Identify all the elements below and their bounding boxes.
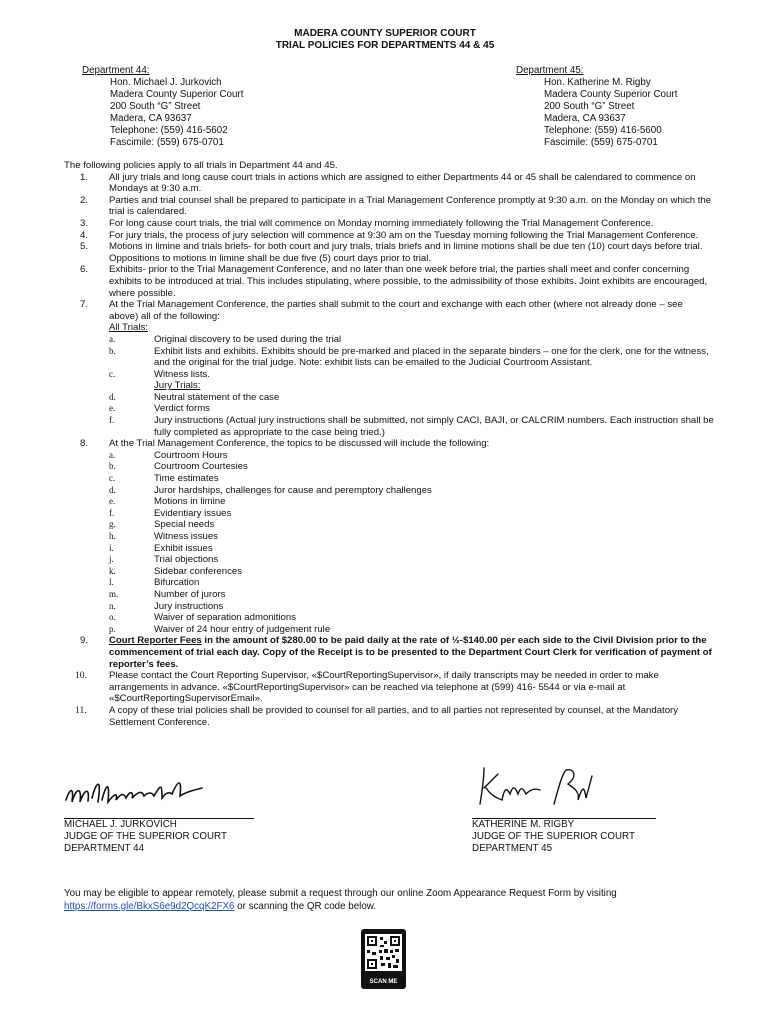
- policy-item: [64, 195, 714, 218]
- sub-letter: j.: [109, 554, 114, 565]
- sub-text: Jury instructions (Actual jury instructions shall be submitted, not simply CACI, BAJI, or CALCRIM numbers. Each instruction shall be fully completed as appropriate to the case being tried.): [154, 415, 714, 438]
- sub-text: Time estimates: [154, 473, 219, 485]
- dept45-line: Hon. Katherine M. Rigby: [544, 77, 651, 88]
- policy-item: [64, 172, 714, 195]
- jury-trials-heading: Jury Trials:: [154, 380, 201, 392]
- sub-letter: e.: [109, 403, 116, 414]
- sub-item: [64, 346, 714, 369]
- dept44-line: 200 South “G” Street: [110, 101, 201, 112]
- sub-text: Waiver of 24 hour entry of judgement rule: [154, 623, 331, 635]
- judge-name: KATHERINE M. RIGBY: [472, 819, 575, 830]
- policy-text: A copy of these trial policies shall be provided to counsel for all parties, and to all parties not represented by counsel, at the Mandatory Settlement Conference.: [109, 704, 679, 728]
- policies-body: [64, 160, 714, 728]
- sub-item: [64, 392, 714, 404]
- sub-text: Exhibit issues: [154, 542, 213, 554]
- policy-item: [64, 264, 714, 299]
- sub-item: [64, 496, 714, 508]
- sub-item: [64, 612, 714, 624]
- policy-item: [64, 218, 714, 230]
- policy-text: For long cause court trials, the trial will commence on Monday morning immediately following the Trial Management Conference.: [109, 217, 654, 229]
- signature-jurkovich: [62, 770, 222, 818]
- qr-scan-label: SCAN ME: [369, 979, 398, 985]
- sub-letter: f.: [109, 415, 115, 426]
- policy-text: At the Trial Management Conference, the topics to be discussed will include the following:: [109, 438, 490, 450]
- all-trials-heading: All Trials:: [109, 322, 148, 334]
- sub-letter: b.: [109, 345, 116, 356]
- sub-text: Trial objections: [154, 554, 219, 566]
- sub-letter: b.: [109, 461, 116, 472]
- sub-text: Juror hardships, challenges for cause and peremptory challenges: [154, 484, 432, 496]
- sub-text: Courtroom Hours: [154, 449, 228, 461]
- policy-text: All jury trials and long cause court trials in actions which are assigned to either Departments 44 or 45 shall be calendared to commence on Mondays at 9:30 a.m.: [109, 171, 696, 195]
- sub-letter: d.: [109, 391, 116, 402]
- dept45-line: Madera County Superior Court: [544, 89, 678, 100]
- policy-text: For jury trials, the process of jury selection will commence at 9:30 am on the Tuesday morning following the Trial Management Conference.: [109, 229, 699, 241]
- policy-number: 6.: [80, 264, 89, 276]
- policy-item: [64, 670, 714, 705]
- sub-item: [64, 543, 714, 555]
- sub-item: [64, 601, 714, 613]
- sub-item: [64, 577, 714, 589]
- policy-number: 9.: [80, 635, 89, 647]
- sub-letter: a.: [109, 449, 116, 460]
- policy-number: 8.: [80, 438, 89, 450]
- sub-text: Exhibit lists and exhibits. Exhibits should be pre-marked and placed in the separate binders – one for the clerk, one for the witness, and the original for the trial judge. Note: exhibit lists can be emailed to the Judicial Courtroom Assistant.: [154, 345, 709, 369]
- zoom-request-form-link[interactable]: https://forms.gle/BkxS6e9d2QcqK2FX6: [64, 900, 235, 912]
- dept44-address-block: [82, 65, 243, 149]
- sub-text: Bifurcation: [154, 577, 200, 589]
- dept45-line: 200 South “G” Street: [544, 101, 635, 112]
- sub-letter: a.: [109, 333, 116, 344]
- sub-item: [64, 473, 714, 485]
- qr-code-icon: [361, 931, 406, 977]
- qr-code[interactable]: [361, 929, 406, 989]
- court-reporter-fees-label: Court Reporter Fees: [109, 635, 202, 647]
- sub-letter: m.: [109, 588, 119, 599]
- policy-number: 11.: [75, 704, 87, 716]
- sub-text: Verdict forms: [154, 403, 210, 415]
- policy-item: [64, 438, 714, 450]
- sub-letter: c.: [109, 473, 116, 484]
- footer-text: You may be eligible to appear remotely, please submit a request through our online Zoom Appearance Request Form by visiting: [64, 888, 617, 899]
- sub-letter: h.: [109, 531, 116, 541]
- dept44-line: Hon. Michael J. Jurkovich: [110, 77, 222, 88]
- policy-item: [64, 241, 714, 264]
- policy-item: [64, 230, 714, 242]
- sub-text: Evidentiary issues: [154, 507, 232, 519]
- sub-text: Sidebar conferences: [154, 565, 242, 577]
- policy-number: 1.: [80, 171, 89, 183]
- policy-text: Motions in limine and trials briefs- for both court and jury trials, trials briefs and in limine motions shall be due ten (10) court days before trial. Oppositions to motions in limine shall be due five (5) court days prior to trial.: [109, 241, 703, 264]
- judge-department: DEPARTMENT 44: [64, 843, 145, 854]
- dept44-line: Madera County Superior Court: [110, 89, 244, 100]
- sub-letter: i.: [109, 542, 114, 553]
- sub-item: [64, 589, 714, 601]
- policy-text: Please contact the Court Reporting Supervisor, «$CourtReportingSupervisor», if daily transcripts may be needed in order to make arrangements in advance. «$CourtReportingSupervisor» can be reached via telephone at (599) 416- 5544 or via e-mail at «$CourtReportingSupervisorEmail».: [109, 670, 659, 705]
- policy-number: 4.: [80, 229, 89, 241]
- sub-item: [64, 519, 714, 531]
- sub-letter: n.: [109, 600, 116, 611]
- policy-text: Parties and trial counsel shall be prepared to participate in a Trial Management Conference promptly at 9:30 a.m. on the Monday on which the trial is calendared.: [109, 194, 712, 218]
- document-title: TRIAL POLICIES FOR DEPARTMENTS 44 & 45: [275, 40, 495, 51]
- policy-text: At the Trial Management Conference, the parties shall submit to the court and exchange with each other (where not already done – see above) all of the following:: [109, 299, 683, 322]
- judge-department: DEPARTMENT 45: [472, 843, 553, 854]
- dept45-line: Madera, CA 93637: [544, 113, 626, 124]
- policy-text: in the amount of $280.00 to be paid daily at the rate of ½-$140.00 per each side to the Civil Division prior to the commencement of trial each day. Copy of the Receipt is to be presented to the Department Court Clerk for verification of payment of reporter’s fees.: [109, 635, 712, 670]
- sub-letter: e.: [109, 496, 116, 507]
- dept45-address-block: [516, 65, 677, 149]
- sub-text: Original discovery to be used during the trial: [154, 333, 342, 345]
- policy-text: Exhibits- prior to the Trial Management Conference, and no later than one week before trial, the parties shall meet and confer concerning exhibits to be introduced at trial. This includes stipulating, where possible, to the admissibility of those exhibits. Joint exhibits are encouraged, where possible.: [109, 264, 708, 299]
- sub-item: [64, 450, 714, 462]
- sub-item: [64, 531, 714, 543]
- signature-rigby: [474, 764, 604, 812]
- sub-letter: l.: [109, 577, 114, 588]
- sub-letter: f.: [109, 507, 115, 518]
- sub-text: Witness issues: [154, 531, 218, 542]
- sub-item: [64, 566, 714, 578]
- policy-number: 5.: [80, 241, 89, 253]
- sub-letter: p.: [109, 623, 116, 634]
- dept45-line: Telephone: (559) 416-5600: [544, 125, 662, 136]
- sub-item: [64, 624, 714, 636]
- sub-text: Jury instructions: [154, 600, 224, 612]
- sub-item: [64, 485, 714, 497]
- sub-text: Witness lists.: [154, 368, 210, 380]
- sub-text: Special needs: [154, 519, 215, 531]
- remote-appearance-notice: [64, 888, 714, 913]
- judge-title: JUDGE OF THE SUPERIOR COURT: [64, 831, 227, 842]
- policy-number: 7.: [80, 299, 89, 311]
- sub-letter: g.: [109, 519, 116, 530]
- sub-letter: k.: [109, 565, 116, 576]
- footer-text-end: or scanning the QR code below.: [234, 900, 377, 912]
- sub-letter: d.: [109, 484, 116, 495]
- sub-item: [64, 369, 714, 381]
- signature-block-right: [472, 819, 635, 855]
- sub-text: Number of jurors: [154, 588, 226, 600]
- signature-block-left: [64, 819, 227, 855]
- policy-number: 10.: [75, 670, 87, 682]
- sub-item: [64, 334, 714, 346]
- sub-letter: c.: [109, 368, 116, 379]
- sub-item: [64, 554, 714, 566]
- sub-text: Motions in limine: [154, 496, 226, 508]
- sub-text: Waiver of separation admonitions: [154, 612, 297, 624]
- sub-item: [64, 415, 714, 438]
- sub-item: [64, 403, 714, 415]
- dept44-line: Madera, CA 93637: [110, 113, 192, 124]
- sub-text: Neutral statement of the case: [154, 391, 280, 403]
- dept44-heading: Department 44:: [82, 65, 150, 76]
- policy-item: [64, 635, 714, 670]
- sub-item: [64, 461, 714, 473]
- judge-title: JUDGE OF THE SUPERIOR COURT: [472, 831, 635, 842]
- policy-number: 3.: [80, 217, 89, 229]
- court-name: MADERA COUNTY SUPERIOR COURT: [294, 28, 476, 39]
- judge-name: MICHAEL J. JURKOVICH: [64, 819, 177, 830]
- dept44-line: Telephone: (559) 416-5602: [110, 125, 228, 136]
- policy-item: [64, 705, 714, 728]
- sub-letter: o.: [109, 612, 116, 623]
- dept45-heading: Department 45:: [516, 65, 584, 76]
- intro-text: The following policies apply to all trials in Department 44 and 45.: [64, 160, 338, 171]
- dept44-line: Fascimile: (559) 675-0701: [110, 137, 224, 148]
- sub-text: Courtroom Courtesies: [154, 461, 248, 473]
- policy-item: [64, 299, 714, 322]
- sub-item: [64, 508, 714, 520]
- dept45-line: Fascimile: (559) 675-0701: [544, 137, 658, 148]
- policy-number: 2.: [80, 194, 89, 206]
